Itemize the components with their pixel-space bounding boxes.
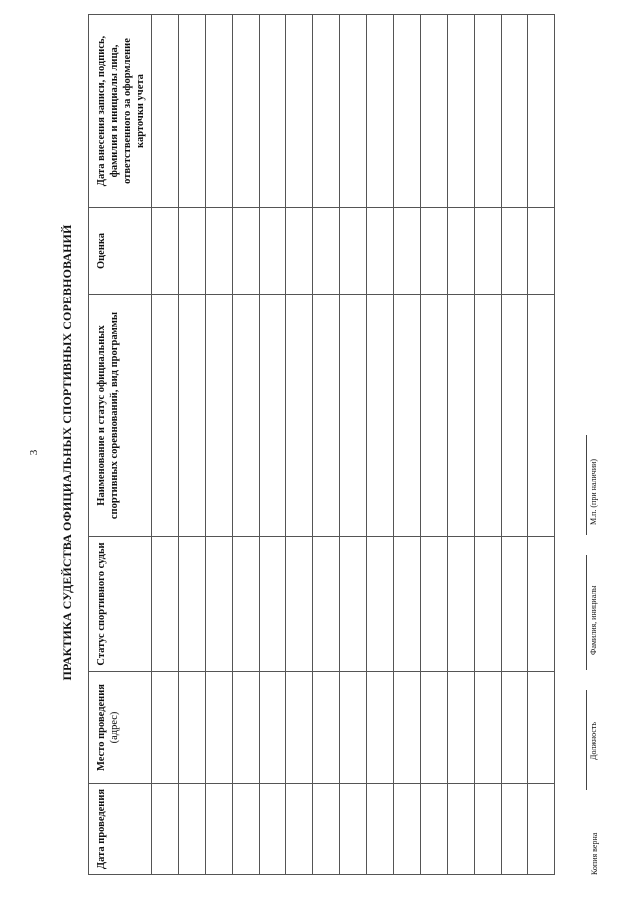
table-cell (420, 15, 447, 208)
table-cell (447, 208, 474, 295)
table-cell (259, 208, 286, 295)
table-row (286, 15, 313, 875)
table-cell (447, 672, 474, 784)
table-cell (367, 672, 394, 784)
table-row (367, 15, 394, 875)
copy-true-label: Копия верна (590, 832, 599, 875)
table-cell (447, 295, 474, 537)
table-cell (340, 208, 367, 295)
table-cell (367, 784, 394, 875)
table-row (447, 15, 474, 875)
table-cell (178, 784, 205, 875)
name-line (586, 555, 587, 670)
table-cell (474, 784, 501, 875)
page-title: ПРАКТИКА СУДЕЙСТВА ОФИЦИАЛЬНЫХ СПОРТИВНЫХ СОРЕВНОВАНИЙ (60, 224, 74, 681)
table-cell (367, 208, 394, 295)
table-cell (313, 672, 340, 784)
table-cell (178, 295, 205, 537)
table-cell (286, 672, 313, 784)
table-row (259, 15, 286, 875)
table-cell (474, 295, 501, 537)
header-place-sub: (адрес) (109, 711, 121, 744)
table-cell (367, 15, 394, 208)
table-cell (259, 15, 286, 208)
table-cell (205, 295, 232, 537)
table-row (528, 15, 555, 875)
table-cell (259, 672, 286, 784)
table-cell (232, 537, 259, 672)
table-cell (340, 537, 367, 672)
table-cell (501, 15, 528, 208)
table-cell (313, 784, 340, 875)
table-cell (232, 15, 259, 208)
table-cell (474, 537, 501, 672)
table-row (394, 15, 421, 875)
table-cell (501, 208, 528, 295)
table-cell (205, 15, 232, 208)
judging-practice-table (88, 14, 555, 875)
table-cell (528, 15, 555, 208)
table-cell (286, 15, 313, 208)
table-row (313, 15, 340, 875)
table-cell (205, 537, 232, 672)
table-row (420, 15, 447, 875)
table-cell (152, 208, 179, 295)
header-place (89, 672, 152, 784)
table-cell (313, 537, 340, 672)
table-cell (152, 784, 179, 875)
table-cell (340, 672, 367, 784)
table-cell (232, 784, 259, 875)
table-cell (178, 15, 205, 208)
table-cell (259, 537, 286, 672)
table-cell (420, 537, 447, 672)
table-cell (528, 537, 555, 672)
header-status: Статус спортивного судьи (89, 537, 152, 672)
table-header-row (89, 15, 152, 875)
stamp-line (586, 435, 587, 535)
table-cell (394, 784, 421, 875)
table-cell (528, 784, 555, 875)
stamp-label: М.п. (при наличии) (589, 458, 598, 525)
header-record: Дата внесения записи, подпись, фамилия и инициалы лица, ответственного за оформление карточки учета (89, 15, 152, 208)
table-cell (394, 208, 421, 295)
page-number: 3 (28, 449, 40, 456)
table-cell (367, 295, 394, 537)
table-row (232, 15, 259, 875)
table-cell (232, 672, 259, 784)
table-cell (178, 537, 205, 672)
table-cell (286, 537, 313, 672)
table-body (152, 15, 555, 875)
table-cell (340, 15, 367, 208)
table-cell (152, 672, 179, 784)
table-cell (286, 784, 313, 875)
table-cell (152, 295, 179, 537)
table-cell (501, 537, 528, 672)
table-cell (152, 537, 179, 672)
table-cell (286, 208, 313, 295)
table-cell (232, 208, 259, 295)
table-cell (340, 784, 367, 875)
table-cell (313, 15, 340, 208)
table-cell (447, 784, 474, 875)
table-row (178, 15, 205, 875)
table-row (152, 15, 179, 875)
table-cell (340, 295, 367, 537)
table-cell (528, 208, 555, 295)
table-row (501, 15, 528, 875)
table-row (205, 15, 232, 875)
table-cell (474, 672, 501, 784)
table-cell (205, 672, 232, 784)
table-cell (394, 15, 421, 208)
table-cell (313, 208, 340, 295)
table-cell (501, 672, 528, 784)
table-cell (420, 208, 447, 295)
table-cell (259, 784, 286, 875)
table-cell (528, 672, 555, 784)
position-line (586, 690, 587, 790)
table-cell (474, 15, 501, 208)
table-cell (394, 537, 421, 672)
table-cell (420, 295, 447, 537)
table-cell (367, 537, 394, 672)
name-label: Фамилия, инициалы (589, 585, 598, 655)
table-cell (501, 295, 528, 537)
table-cell (313, 295, 340, 537)
table-cell (205, 784, 232, 875)
header-competition: Наименование и статус официальных спортивных соревнований, вид программы (89, 295, 152, 537)
table-cell (447, 537, 474, 672)
table-cell (447, 15, 474, 208)
table-cell (420, 672, 447, 784)
table-row (340, 15, 367, 875)
table-cell (286, 295, 313, 537)
table-cell (259, 295, 286, 537)
table-cell (474, 208, 501, 295)
table-cell (394, 672, 421, 784)
table-cell (178, 208, 205, 295)
table-cell (394, 295, 421, 537)
table-cell (152, 15, 179, 208)
table-cell (178, 672, 205, 784)
header-place-main: Место проведения (96, 684, 107, 771)
table-cell (232, 295, 259, 537)
table-cell (205, 208, 232, 295)
table-cell (528, 295, 555, 537)
table-row (474, 15, 501, 875)
table-cell (501, 784, 528, 875)
signature-block (560, 0, 600, 905)
header-date: Дата проведения (89, 784, 152, 875)
position-label: Должность (589, 721, 598, 760)
table-cell (420, 784, 447, 875)
header-grade: Оценка (89, 208, 152, 295)
